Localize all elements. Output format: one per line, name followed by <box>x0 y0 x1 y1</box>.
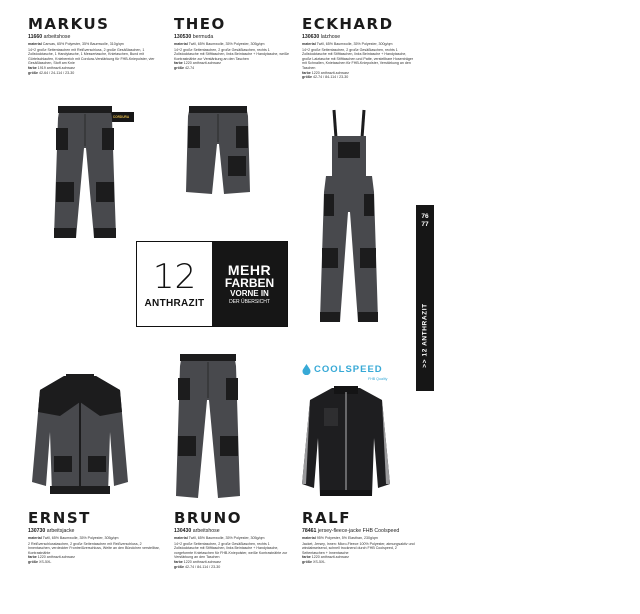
colour-label: farbe <box>302 70 311 75</box>
size-text: XS-5XL <box>312 559 326 564</box>
badge-line1: MEHR <box>227 261 272 278</box>
product-name: RALF <box>302 509 351 527</box>
material-text: 95% Polyester, 5% Elasthan, 230g/qm <box>316 536 378 540</box>
coolspeed-brand: COOLSPEED <box>314 364 383 375</box>
badge-line3: VORNE IN <box>230 288 269 298</box>
material-label: material <box>174 42 188 46</box>
badge-line4: DER ÜBERSICHT <box>229 298 270 305</box>
material-text: Twill, 65% Baumwolle, 35% Polyester, 305g/qm <box>42 536 119 540</box>
colour-text: 1220 anthrazit-schwarz <box>311 555 349 560</box>
product-description: 2 Reißverschlusstaschen, 2 große Seitentaschen mit Reißverschluss, 2 Innentaschen, verdeckter Frontreißverschluss, Weite an den Bündchen verstellbar, Kontrastnähte <box>28 541 160 555</box>
product-description: 14+2 große Seitentaschen, 2 große Gesäßtaschen, rechts 1 Zollstocktasche mit Stifttaschen, links Beintasche + Handytasche, weiße Kontrastnähte zur Verstärkung an den Taschen <box>174 47 289 61</box>
material-text: Canvas, 65% Polyester, 35% Baumwolle, 310g/qm <box>42 42 124 46</box>
cordura-logo: CORDURA <box>108 112 134 122</box>
page-number-left: 76 <box>421 213 429 220</box>
size-label: größe <box>302 559 312 564</box>
size-label: größe <box>174 564 184 569</box>
size-text: 42-74 <box>184 65 195 70</box>
product-name: ECKHARD <box>302 15 394 33</box>
product-name: THEO <box>174 15 226 33</box>
colour-label: farbe <box>28 555 37 560</box>
product-description: 14+2 große Seitentaschen mit Reißverschluss, 2 große Gesäßtaschen, 1 Zollstocktasche, 1 Handytasche, 1 Messertasche, Knietaschen, Bund mit Gürtelschlaufen, Kniebereich mit Cordura-Verstärkung für FHB-Kniepolster, vier Gesäßtaschen, Stoff am Knie <box>28 47 155 66</box>
product-ralf <box>302 510 418 565</box>
theo-shorts-image <box>184 104 252 196</box>
product-bruno <box>174 510 290 569</box>
product-type: bermuda <box>192 34 214 40</box>
material-label: material <box>28 42 42 46</box>
page-number-right: 77 <box>421 220 429 228</box>
coolspeed-sub: FHB Quality <box>368 377 388 381</box>
colour-label: farbe <box>174 61 183 66</box>
badge-colour-number <box>137 242 212 326</box>
badge-more-colours <box>212 242 287 326</box>
product-description: Jacket, Jersey, Innen: Micro-Fleece 100% Polyester, atmungsaktiv und windabweisend, schnell trocknend durch FHB Coolspeed, 2 Seitentaschen + Innentasche <box>302 541 415 555</box>
colour-badge <box>136 241 288 327</box>
size-label: größe <box>302 75 312 80</box>
material-label: material <box>28 536 42 540</box>
colour-text: 1220 anthrazit-schwarz <box>311 70 349 75</box>
size-label: größe <box>28 559 38 564</box>
product-description: 14+2 große Seitentaschen, 2 große Gesäßtaschen, rechts 1 Zollstocktasche mit Stifttaschen, links Beintasche + Handytasche, vorgeformte Knietaschen für FHB-Kniepolster, weiße Kontrastnähte zur Verstärkung an den Taschen <box>174 541 288 560</box>
product-code: 130730 <box>28 528 46 534</box>
size-label: größe <box>174 65 184 70</box>
product-name: MARKUS <box>28 15 110 33</box>
ernst-jacket-image <box>30 372 130 498</box>
colour-text: 1220 anthrazit-schwarz <box>183 559 221 564</box>
product-theo <box>174 16 292 71</box>
colour-text: 1919 anthrazit-schwarz <box>37 65 75 70</box>
size-text: 42-64 / 24-114 / 23-30 <box>38 70 75 75</box>
colour-label: farbe <box>28 65 37 70</box>
page-side-tab <box>416 205 434 391</box>
product-name: ERNST <box>28 509 91 527</box>
bruno-trousers-image <box>172 352 244 500</box>
material-text: Twill, 65% Baumwolle, 35% Polyester, 300g/qm <box>316 42 393 46</box>
colour-text: 1220 anthrazit-schwarz <box>183 61 221 66</box>
eckhard-bib-overall-image <box>318 108 380 324</box>
product-eckhard <box>302 16 414 80</box>
colour-text: 1220 anthrazit-schwarz <box>37 555 75 560</box>
badge-number: 12 <box>152 256 197 297</box>
coolspeed-drop-icon <box>302 364 311 375</box>
coolspeed-logo <box>302 364 383 375</box>
material-label: material <box>174 536 188 540</box>
product-markus <box>28 16 160 75</box>
size-text: XS-5XL <box>38 559 52 564</box>
product-name: BRUNO <box>174 509 242 527</box>
product-code: 130630 <box>302 34 320 40</box>
material-label: material <box>302 536 316 540</box>
product-description: 14+2 große Seitentaschen, 2 große Gesäßtaschen, rechts 1 Zollstocktasche mit Stifttaschen, links Beintasche + Handytasche, große Latztasche mit Stifttaschen und Patte, verstellbare Hosenträger mit Schnallen, Knietaschen für FHB-Kniepolster, Verstärkung an den Taschen <box>302 47 414 70</box>
product-type: latzhose <box>320 34 341 40</box>
colour-label: farbe <box>302 555 311 560</box>
product-type: arbeitshose <box>43 34 71 40</box>
product-code: 78461 <box>302 528 317 534</box>
product-code: 130530 <box>174 34 192 40</box>
product-code: 130430 <box>174 528 192 534</box>
size-label: größe <box>28 70 38 75</box>
badge-colour-name: ANTHRAZIT <box>144 297 205 309</box>
product-type-suffix: FHB Coolspeed <box>362 528 400 534</box>
colour-label: farbe <box>174 559 183 564</box>
ralf-fleece-jacket-image <box>300 384 392 498</box>
product-type: jersey-fleece-jacke <box>317 528 362 534</box>
product-type: arbeitsjacke <box>46 528 75 534</box>
markus-trousers-image <box>50 104 120 240</box>
product-ernst <box>28 510 162 565</box>
product-type: arbeitshose <box>192 528 220 534</box>
material-text: Twill, 65% Baumwolle, 35% Polyester, 305g/qm <box>188 42 265 46</box>
product-code: 11660 <box>28 34 43 40</box>
badge-line2: FARBEN <box>224 275 275 290</box>
material-label: material <box>302 42 316 46</box>
size-text: 42-74 / 84-114 / 23-30 <box>184 564 221 569</box>
size-text: 42-74 / 84-114 / 23-30 <box>312 75 349 80</box>
side-tab-label: >> 12 ANTHRAZIT <box>421 302 429 368</box>
material-text: Twill, 65% Baumwolle, 35% Polyester, 305g/qm <box>188 536 265 540</box>
